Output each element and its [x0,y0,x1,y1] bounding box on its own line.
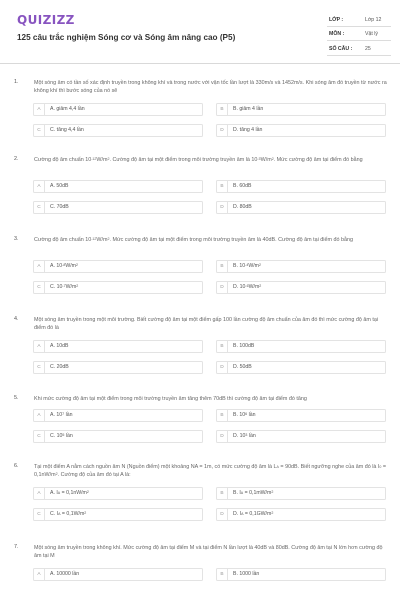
question-text: Cường độ âm chuẩn $10^{-12}W/m^2$. Mức cường độ âm tại một điểm trong môi trường truyền âm là 40dB. Cường độ âm tại điểm đó bằng [34,237,353,243]
quizizz-logo: QUIZIZZ [17,13,75,27]
answer-option-b[interactable] [216,409,386,422]
option-text: A. IA = $0,1nW/m^2$ [50,490,89,496]
answer-option-b[interactable] [216,568,386,581]
option-text: B. giảm 4 lần [233,106,264,112]
worksheet-header [0,0,400,64]
option-text: B. 60dB [233,183,252,189]
answer-option-d[interactable] [216,124,386,137]
meta-count-value: 25 [365,46,371,52]
option-letter: C [34,202,45,213]
answer-option-d[interactable] [216,430,386,443]
option-letter: C [34,282,45,293]
answer-option-b[interactable] [216,103,386,116]
option-letter: C [34,125,45,136]
question-number: 7. [14,544,19,550]
option-letter: D [217,431,228,442]
question-number: 3. [14,236,19,242]
answer-option-a[interactable] [33,409,203,422]
answer-option-c[interactable] [33,508,203,521]
option-letter: B [217,104,228,115]
option-text: C. 20dB [50,363,69,370]
answer-option-b[interactable] [216,180,386,193]
option-text: A. 50dB [50,183,69,189]
option-text: D. 80dB [233,203,252,210]
option-text: C. tăng 4,4 lần [50,126,84,133]
answer-option-b[interactable] [216,487,386,500]
option-letter: B [217,341,228,352]
meta-divider [327,40,391,41]
option-text: B. 100dB [233,343,255,349]
answer-option-c[interactable] [33,281,203,294]
question-number: 1. [14,79,19,85]
question-text: Một sóng âm có tần số xác định truyền trong không khí và trong nước với vận tốc lần lượt là 330m/s và 1452m/s. Khi sóng âm đó truyền từ nước ra không khí thì bước sóng của nó sẽ [34,80,387,95]
option-text: B. IA = $0,1mW/m^2$ [233,490,274,496]
question-number: 4. [14,316,19,322]
option-letter: A [34,104,45,115]
question-text: Một sóng âm truyền trong không khí. Mức cường độ âm tại điểm M và tại điểm N lần lượt là 40dB và 80dB. Cường độ âm tại N lớn hơn cường độ âm tại M [34,545,383,560]
option-letter: B [217,181,228,192]
option-text: A. 10000 lần [50,571,80,577]
option-letter: A [34,569,45,580]
option-text: B. $10^6$ lần [233,412,256,418]
meta-divider [327,26,391,27]
answer-option-a[interactable] [33,260,203,273]
option-text: C. 70dB [50,203,69,210]
option-letter: A [34,410,45,421]
option-text: D. tăng 4 lần [233,126,263,133]
answer-option-d[interactable] [216,361,386,374]
option-text: A. 10dB [50,343,69,349]
option-text: D. $10^{-6}W/m^2$ [233,283,262,290]
option-letter: D [217,125,228,136]
meta-subject-label: MÔN : [329,31,345,37]
option-text: D. IA = $0,1GW/m^2$ [233,510,274,517]
answer-option-c[interactable] [33,430,203,443]
meta-divider [327,55,391,56]
option-letter: A [34,261,45,272]
option-text: B. 1000 lần [233,571,260,577]
answer-option-a[interactable] [33,340,203,353]
question-text: Khi mức cường độ âm tại một điểm trong môi trường truyền âm tăng thêm 70dB thì cường độ âm tại điểm đó tăng [34,396,307,402]
option-text: A. $10^{-8}W/m^2$ [50,263,78,269]
option-letter: D [217,362,228,373]
option-letter: D [217,202,228,213]
answer-option-c[interactable] [33,361,203,374]
answer-option-a[interactable] [33,568,203,581]
option-letter: D [217,509,228,520]
option-letter: A [34,341,45,352]
worksheet-title: 125 câu trắc nghiệm Sóng cơ và Sóng âm nâng cao (P5) [17,33,236,42]
question-number: 5. [14,395,19,401]
option-text: D. $10^3$ lần [233,432,256,439]
option-text: C. IA = $0,1W/m^2$ [50,510,87,517]
answer-option-d[interactable] [216,201,386,214]
question-number: 2. [14,156,19,162]
option-letter: B [217,488,228,499]
answer-option-b[interactable] [216,340,386,353]
question-text: Tại một điểm A nằm cách nguồn âm N (Nguồn điểm) một khoảng NA = 1m, có mức cường độ âm là LA = 90dB. Biết ngưỡng nghe của âm đó là $I0 = 0,1nW/m^2$. Cường độ của âm đó tại A là: [34,464,387,479]
option-letter: C [34,431,45,442]
answer-option-a[interactable] [33,487,203,500]
answer-option-b[interactable] [216,260,386,273]
option-text: C. $10^{-7}W/m^2$ [50,283,79,290]
option-letter: A [34,488,45,499]
question-number: 6. [14,463,19,469]
option-letter: B [217,569,228,580]
option-letter: A [34,181,45,192]
meta-grade-value: Lớp 12 [365,17,382,23]
option-text: D. 50dB [233,363,252,370]
meta-grade-label: LỚP : [329,17,344,23]
answer-option-c[interactable] [33,124,203,137]
option-letter: D [217,282,228,293]
option-text: B. $10^{-4}W/m^2$ [233,263,261,269]
question-text: Một sóng âm truyền trong một môi trường. Biết cường độ âm tại một điểm gấp 100 lần cường độ âm chuẩn của âm đó thì mức cường độ âm tại điểm đó là [34,317,379,332]
option-text: A. $10^7$ lần [50,412,73,418]
option-text: A. giảm 4,4 lần [50,106,85,112]
option-letter: C [34,362,45,373]
meta-count-label: SỐ CÂU : [329,46,353,52]
meta-subject-value: Vật lý [365,31,378,37]
option-letter: B [217,261,228,272]
option-letter: B [217,410,228,421]
answer-option-a[interactable] [33,103,203,116]
answer-option-d[interactable] [216,508,386,521]
answer-option-a[interactable] [33,180,203,193]
answer-option-d[interactable] [216,281,386,294]
answer-option-c[interactable] [33,201,203,214]
option-letter: C [34,509,45,520]
question-text: Cường độ âm chuẩn $10^{-12}W/m^2$. Cường độ âm tại một điểm trong môi trường truyền âm là $10^{-5}W/m^2$. Mức cường độ âm tại điểm đó bằng [34,157,363,163]
option-text: C. $10^5$ lần [50,432,73,439]
